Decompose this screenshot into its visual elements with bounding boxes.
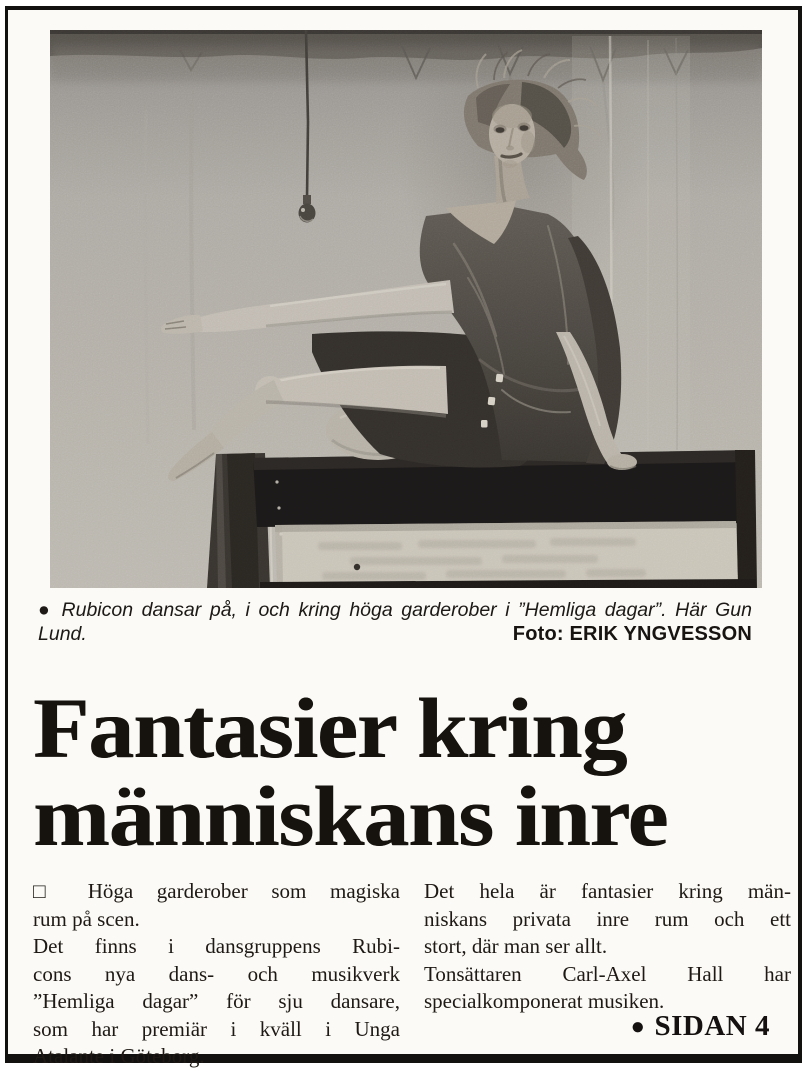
paragraph [33, 933, 400, 1071]
page-reference [631, 1010, 771, 1043]
text-line: Det hela är fantasier kring män- [424, 879, 791, 903]
headline-line-1: Fantasier kring [33, 680, 627, 776]
paragraph [424, 961, 791, 1016]
text-line: Det finns i dansgruppens Rubi- [33, 934, 400, 958]
article-photo [50, 30, 762, 588]
text-line: ”Hemliga dagar” för sju dansare, [33, 989, 400, 1013]
text-line: Tonsättaren Carl-Axel Hall har [424, 961, 791, 986]
headline-line-2: människans inre [33, 768, 668, 864]
text-line: Atalante i Göteborg. [33, 1044, 205, 1068]
text-line: cons nya dans- och musikverk [33, 961, 400, 986]
text-line: specialkomponerat musiken. [424, 989, 665, 1013]
bullet-icon: ● [630, 1014, 646, 1040]
photo-wash [50, 30, 762, 588]
text-line: niskans privata inre rum och ett [424, 906, 791, 931]
newspaper-clipping [5, 6, 802, 1068]
headline [33, 680, 668, 864]
text-line: som har premiär i kväll i Unga [33, 1016, 400, 1041]
text-line: rum på scen. [33, 906, 140, 931]
page-ref-label: SIDAN 4 [654, 1010, 770, 1042]
paragraph [424, 878, 791, 961]
text-line: stort, där man ser allt. [424, 934, 608, 958]
photo-credit: Foto: ERIK YNGVESSON [512, 623, 752, 645]
text-line: □ Höga garderober som magiska [33, 879, 400, 903]
photo-caption [38, 598, 752, 646]
left-column [33, 878, 400, 1071]
caption-line: ● Rubicon dansar på, i och kring höga garderober i ”Hemliga dagar”. Här Gun [38, 599, 752, 621]
photo-illustration [50, 30, 762, 588]
lead-paragraph [33, 878, 400, 933]
caption-line: Lund. [38, 623, 87, 645]
